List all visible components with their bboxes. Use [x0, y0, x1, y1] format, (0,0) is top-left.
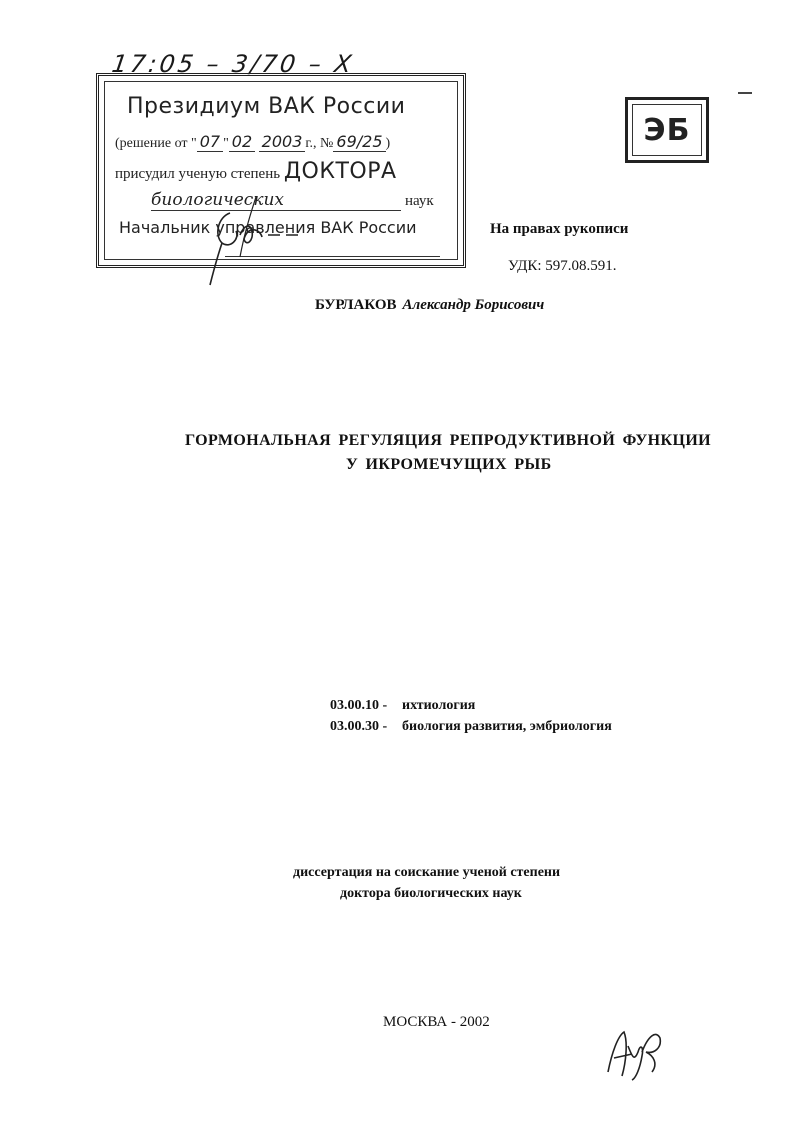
city-year: МОСКВА - 2002 [383, 1014, 490, 1030]
eb-stamp [625, 97, 709, 163]
eb-stamp-inner [632, 104, 702, 156]
specialty-code: 03.00.30 - [330, 719, 388, 734]
edge-mark [738, 92, 752, 94]
decision-number: 69/25 [333, 132, 385, 152]
dissertation-line-2: доктора биологических наук [340, 886, 522, 901]
degree-text: ДОКТОРА [283, 159, 397, 184]
specialty-item [330, 698, 475, 714]
author [315, 297, 544, 314]
stamp-title: Президиум ВАК России [127, 94, 406, 119]
dissertation-line-1: диссертация на соискание ученой степени [293, 865, 561, 880]
specialty-name: ихтиология [402, 698, 476, 713]
awarded-text: присудил ученую степень [115, 166, 281, 182]
eb-stamp-text: ЭБ [643, 112, 691, 148]
specialty-code: 03.00.10 - [330, 698, 388, 713]
decision-mid: " [223, 136, 229, 151]
specialty-name: биология развития, эмбриология [402, 719, 612, 734]
decision-prefix: (решение от " [115, 136, 197, 151]
manuscript-rights: На правах рукописи [490, 221, 629, 237]
author-signature [598, 1022, 670, 1084]
decision-day: 07 [197, 132, 223, 152]
stamp-awarded-line [115, 159, 397, 184]
field-suffix: наук [405, 193, 434, 209]
stamp-chief-label: Начальник управления ВАК России [119, 218, 417, 237]
udk-code: УДК: 597.08.591. [508, 258, 617, 274]
field-handwritten: биологических [151, 190, 401, 211]
specialty-item [330, 719, 612, 735]
archive-number: 17:05 – 3/70 – Х [110, 50, 356, 78]
decision-year: 2003 [259, 132, 306, 152]
author-given-names: Александр Борисович [402, 297, 545, 313]
vak-chief-signature [200, 195, 320, 290]
author-surname: БУРЛАКОВ [315, 297, 397, 313]
decision-suffix: ) [385, 136, 391, 151]
thesis-title-line-2: У ИКРОМЕЧУЩИХ РЫБ [346, 456, 552, 473]
decision-no-label: г., № [305, 136, 334, 151]
stamp-decision-line [115, 132, 390, 152]
thesis-title-line-1: ГОРМОНАЛЬНАЯ РЕГУЛЯЦИЯ РЕПРОДУКТИВНОЙ ФУНКЦИИ [185, 432, 712, 449]
decision-month: 02 [229, 132, 255, 152]
